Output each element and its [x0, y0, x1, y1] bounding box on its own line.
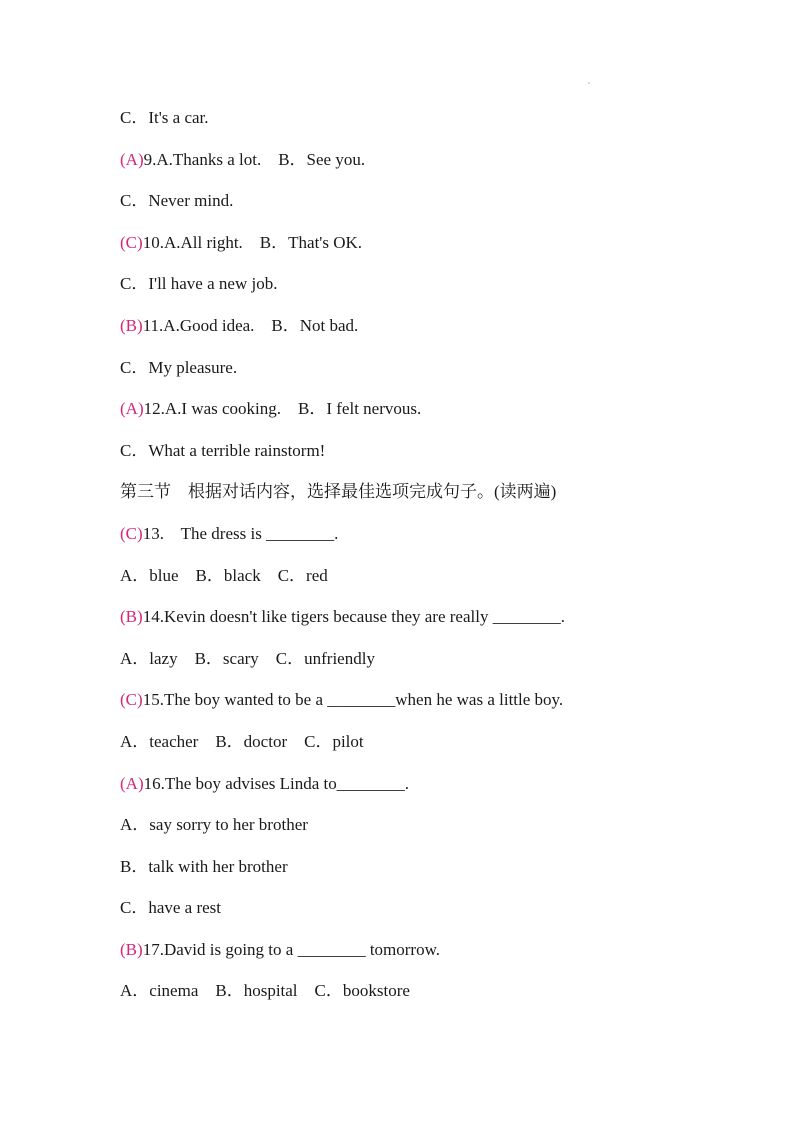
answer-mark: (A) — [120, 399, 144, 419]
scan-speck — [588, 82, 590, 84]
question-line: (A)12.A.I was cooking. B．I felt nervous. — [120, 399, 422, 419]
question-line: (B)17.David is going to a ________ tomorrow. — [120, 939, 441, 959]
question-line: (C)10.A.All right. B．That's OK. — [120, 232, 363, 252]
option-line: C．What a terrible rainstorm! — [120, 440, 326, 460]
answer-mark: (C) — [120, 232, 143, 252]
worksheet-body — [120, 104, 760, 1019]
option-line: A．lazy B．scary C．unfriendly — [120, 648, 375, 668]
question-line: (C)15.The boy wanted to be a ________when he was a little boy. — [120, 690, 564, 710]
option-line: A．cinema B．hospital C．bookstore — [120, 981, 410, 1001]
option-line: A．say sorry to her brother — [120, 815, 308, 835]
question-line: (C)13. The dress is ________. — [120, 523, 339, 543]
option-line: C．Never mind. — [120, 191, 234, 211]
question-line: (B)14.Kevin doesn't like tigers because they are really ________. — [120, 607, 565, 627]
answer-mark: (B) — [120, 315, 143, 335]
option-line: C．have a rest — [120, 898, 222, 918]
answer-mark: (B) — [120, 607, 143, 627]
question-line: (B)11.A.Good idea. B．Not bad. — [120, 315, 359, 335]
option-line: A．blue B．black C．red — [120, 565, 328, 585]
answer-mark: (A) — [120, 773, 144, 793]
answer-mark: (B) — [120, 939, 143, 959]
answer-mark: (A) — [120, 149, 144, 169]
option-line: C．I'll have a new job. — [120, 274, 278, 294]
option-line: C．It's a car. — [120, 108, 209, 127]
question-line: (A)16.The boy advises Linda to________. — [120, 773, 409, 793]
option-line: A．teacher B．doctor C．pilot — [120, 731, 364, 751]
question-line: (A)9.A.Thanks a lot. B．See you. — [120, 149, 366, 169]
option-line: C．My pleasure. — [120, 357, 238, 377]
section-heading: 第三节 根据对话内容，选择最佳选项完成句子。(读两遍) — [120, 482, 557, 502]
answer-mark: (C) — [120, 690, 143, 710]
answer-mark: (C) — [120, 523, 143, 543]
option-line: B．talk with her brother — [120, 856, 288, 876]
